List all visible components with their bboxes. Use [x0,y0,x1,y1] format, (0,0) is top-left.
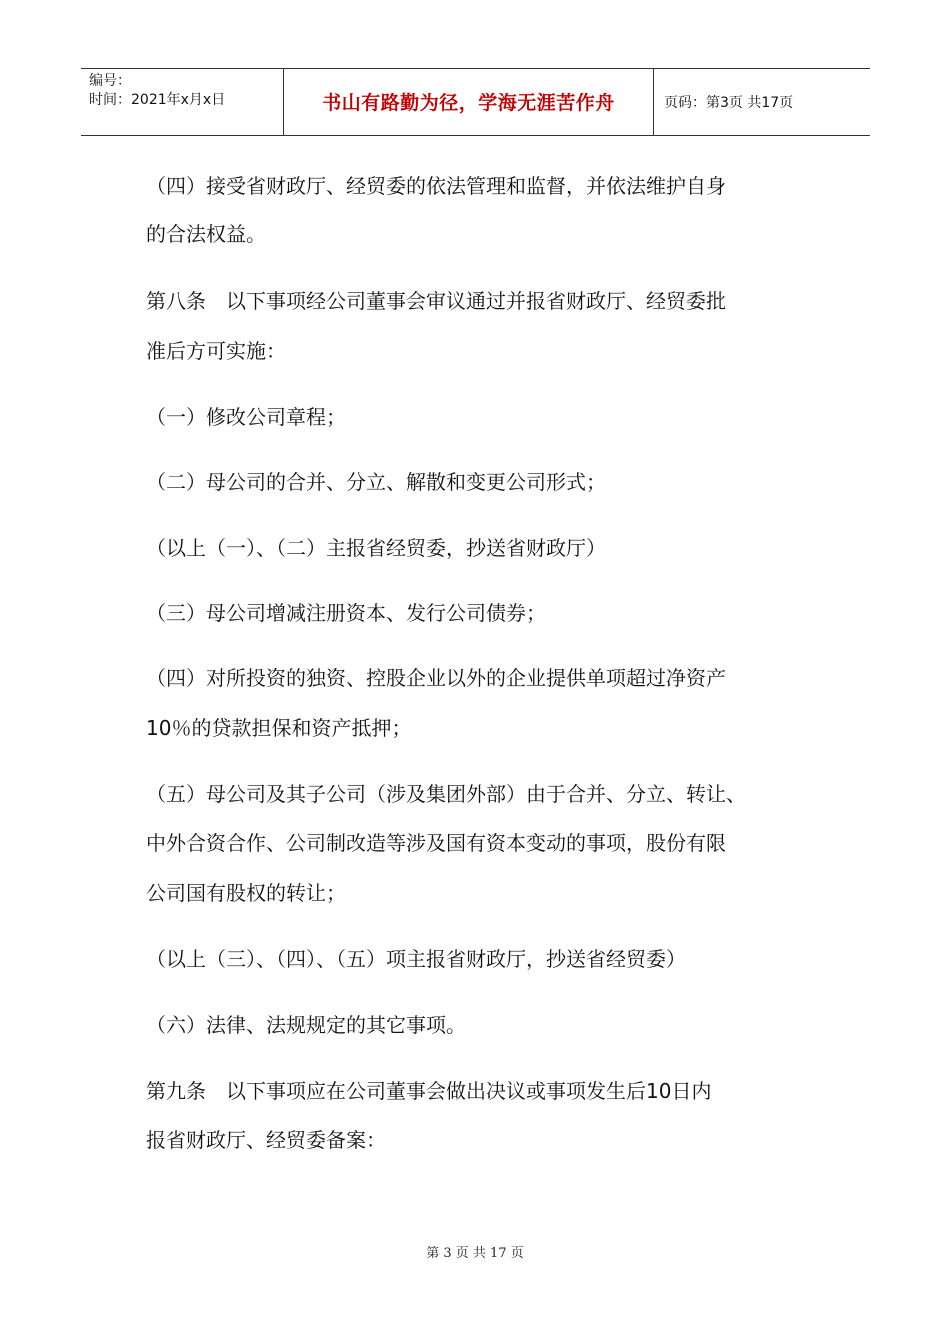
serial-number-label: 编号： [89,73,131,89]
body-line: （五）母公司及其子公司（涉及集团外部）由于合并、分立、转让、 [146,782,746,806]
body-line: 的合法权益。 [146,222,266,246]
header-info-cell [81,69,283,135]
body-line: 10％的贷款担保和资产抵押； [146,716,412,740]
body-line: （一）修改公司章程； [146,405,346,429]
body-line: （以上（一）、（二）主报省经贸委，抄送省财政厅） [146,536,606,560]
body-line: 第八条 以下事项经公司董事会审议通过并报省财政厅、经贸委批 [146,289,726,313]
body-line: （二）母公司的合并、分立、解散和变更公司形式； [146,470,606,494]
body-line: （以上（三）、（四）、（五）项主报省财政厅，抄送省经贸委） [146,947,686,971]
body-line: （六）法律、法规规定的其它事项。 [146,1013,466,1037]
body-line: （四）接受省财政厅、经贸委的依法管理和监督，并依法维护自身 [146,174,726,198]
body-line: （三）母公司增减注册资本、发行公司债券； [146,601,546,625]
header-motto-cell [283,69,654,135]
header-motto: 书山有路勤为径，学海无涯苦作舟 [322,92,615,114]
body-line: 中外合资合作、公司制改造等涉及国有资本变动的事项，股份有限 [146,831,726,855]
page-footer: 第 3 页 共 17 页 [426,1246,524,1261]
date-line: 时间：2021年x月x日 [89,92,226,108]
body-line: 报省财政厅、经贸委备案： [146,1128,386,1152]
header-page-cell [654,69,870,135]
body-line: （四）对所投资的独资、控股企业以外的企业提供单项超过净资产 [146,666,726,690]
body-line: 准后方可实施： [146,339,286,363]
body-line: 公司国有股权的转让； [146,881,346,905]
document-header [81,68,870,136]
header-page-info: 页码：第3页 共17页 [664,95,794,111]
body-line: 第九条 以下事项应在公司董事会做出决议或事项发生后10日内 [146,1079,712,1103]
